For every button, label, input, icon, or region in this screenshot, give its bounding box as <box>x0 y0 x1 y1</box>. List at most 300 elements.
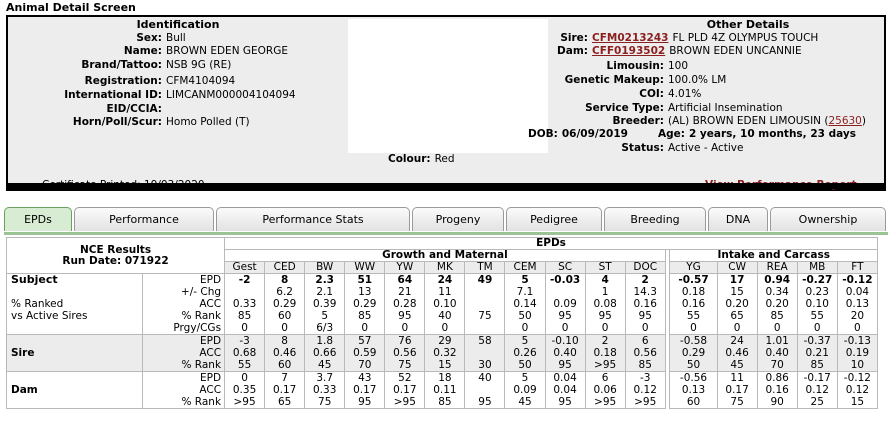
sire-value-cell <box>265 335 305 372</box>
dob-label: DOB: <box>528 128 558 140</box>
genetic-label: Genetic Makeup: <box>564 74 664 86</box>
row-label: +/- Chg <box>180 286 222 298</box>
limousin-label: Limousin: <box>606 60 664 72</box>
tab-pedigree[interactable]: Pedigree <box>506 207 602 231</box>
sire-value: -3 <box>239 335 250 347</box>
subject-left-label <box>11 286 142 298</box>
service-value: Artificial Insemination <box>668 102 783 114</box>
sire-value: 0.19 <box>845 347 870 359</box>
dam-value: 25 <box>810 396 824 408</box>
sire-value-cell <box>717 335 757 372</box>
dam-value <box>465 384 504 396</box>
subject-value-cell <box>425 274 465 335</box>
col-header: TM <box>465 262 505 274</box>
dam-value-cell <box>225 372 265 409</box>
breeder-close: ) <box>861 115 866 127</box>
col-header: BW <box>305 262 345 274</box>
subject-row-labels <box>142 274 225 335</box>
subject-value-cell <box>385 274 425 335</box>
ident-label: International ID: <box>64 89 162 101</box>
dam-value: 0.12 <box>805 384 829 396</box>
coi-value: 4.01% <box>668 88 702 100</box>
ident-row <box>18 45 288 57</box>
tab-epds[interactable]: EPDs <box>4 207 72 231</box>
sire-value: -0.37 <box>803 335 831 347</box>
subject-value: 0.20 <box>725 298 749 310</box>
dam-row <box>508 45 802 57</box>
subject-value: 8 <box>280 274 289 286</box>
sire-value: 95 <box>558 359 572 371</box>
ident-value: BROWN EDEN GEORGE <box>166 45 288 57</box>
subject-value: 4 <box>601 274 609 286</box>
sire-value: 85 <box>810 359 824 371</box>
sire-value: 45 <box>318 359 332 371</box>
subject-value: 0.14 <box>513 298 537 310</box>
subject-value: 75 <box>478 310 492 322</box>
dam-value-cell <box>717 372 757 409</box>
dam-value: 0.17 <box>272 384 297 396</box>
dam-value-cell <box>585 372 625 409</box>
row-label: % Rank <box>181 359 222 371</box>
dam-value: 75 <box>318 396 332 408</box>
dam-value: 5 <box>521 372 529 384</box>
subject-value-cell <box>837 274 877 335</box>
subject-value <box>465 298 504 310</box>
sire-value: 30 <box>478 359 492 371</box>
sire-value: >95 <box>594 359 617 371</box>
dam-value: 0.17 <box>725 384 749 396</box>
subject-value: 0 <box>601 322 609 334</box>
sire-value: 0.68 <box>232 347 257 359</box>
dam-value: 45 <box>518 396 532 408</box>
subject-value: 85 <box>237 310 252 322</box>
subject-value: 1 <box>601 286 609 298</box>
tab-progeny[interactable]: Progeny <box>412 207 504 231</box>
dam-value: 15 <box>850 396 865 408</box>
subject-left-label <box>11 322 142 334</box>
subject-value: 65 <box>730 310 744 322</box>
dam-value: 60 <box>686 396 701 408</box>
status-value: Active - Active <box>668 142 744 154</box>
tab-dna[interactable]: DNA <box>708 207 768 231</box>
row-label: EPD <box>199 274 222 286</box>
sire-value: 75 <box>398 359 412 371</box>
subject-value: 0.18 <box>681 286 706 298</box>
row-label: Prgy/CGs <box>173 322 222 334</box>
dam-value: 40 <box>478 372 492 384</box>
sire-value: 57 <box>358 335 372 347</box>
coi-row <box>508 88 701 100</box>
subject-value: -2 <box>238 274 251 286</box>
subject-value-cell <box>717 274 757 335</box>
sire-value: 0.40 <box>553 347 577 359</box>
subject-value: 0.13 <box>845 298 870 310</box>
dam-value: 18 <box>438 372 452 384</box>
dam-value-cell <box>797 372 837 409</box>
other-details-header: Other Details <box>706 18 790 31</box>
row-label: % Rank <box>181 310 222 322</box>
dam-value: 0.16 <box>765 384 789 396</box>
tab-bar <box>4 207 888 233</box>
subject-value-cell <box>305 274 345 335</box>
ident-value: NSB 9G (RE) <box>166 59 232 71</box>
subject-value: 17 <box>729 274 745 286</box>
breeder-value: (AL) BROWN EDEN LIMOUSIN ( <box>668 115 829 127</box>
identification-header: Identification <box>136 18 220 31</box>
ident-row <box>18 59 231 71</box>
breeder-link[interactable]: 25630 <box>828 115 862 127</box>
subject-value: 95 <box>598 310 612 322</box>
sire-value-cell <box>425 335 465 372</box>
subject-value: 0 <box>733 322 741 334</box>
subject-value: 14.3 <box>633 286 657 298</box>
subject-value: 64 <box>397 274 413 286</box>
sire-value-cell <box>625 335 665 372</box>
sire-link[interactable]: CFM0213243 <box>592 32 669 44</box>
subject-value: 0.16 <box>681 298 706 310</box>
subject-value: 40 <box>438 310 452 322</box>
sire-value: -0.58 <box>679 335 708 347</box>
breeder-row <box>508 115 866 127</box>
dam-value: -0.56 <box>679 372 708 384</box>
dam-value-cell <box>305 372 345 409</box>
subject-value: 55 <box>686 310 701 322</box>
subject-value-cell <box>265 274 305 335</box>
dam-value: 95 <box>358 396 372 408</box>
dam-value-cell <box>425 372 465 409</box>
dam-value-cell <box>670 372 717 409</box>
tab-breeding[interactable]: Breeding <box>604 207 706 231</box>
subject-value: 24 <box>437 274 453 286</box>
subject-value: -0.57 <box>678 274 709 286</box>
dam-value: 0.04 <box>553 372 577 384</box>
sire-value-cell <box>545 335 585 372</box>
subject-value: 5 <box>321 310 329 322</box>
screen-title: Animal Detail Screen <box>6 1 136 14</box>
dam-value: 43 <box>358 372 372 384</box>
dam-value-cell <box>757 372 797 409</box>
dam-value: 0.04 <box>553 384 577 396</box>
service-row <box>508 102 783 114</box>
sire-value-cell <box>465 335 505 372</box>
subject-value: 21 <box>398 286 412 298</box>
detail-footer-bar <box>8 183 884 189</box>
status-label: Status: <box>621 142 664 154</box>
sire-value: 1.01 <box>765 335 789 347</box>
group-growth-maternal: Growth and Maternal <box>225 250 666 262</box>
col-header: CW <box>717 262 757 274</box>
ident-label: Name: <box>123 45 162 57</box>
subject-value: 95 <box>398 310 412 322</box>
subject-value: 0 <box>521 322 529 334</box>
subject-value: 6.2 <box>276 286 293 298</box>
subject-value-cell <box>465 274 505 335</box>
dam-value: 0.35 <box>232 384 257 396</box>
sire-value: 45 <box>730 359 744 371</box>
col-header: REA <box>757 262 797 274</box>
subject-value: 60 <box>277 310 292 322</box>
sire-value: 0.26 <box>513 347 537 359</box>
dam-value: >95 <box>233 396 256 408</box>
sire-value: 60 <box>277 359 292 371</box>
subject-value <box>465 322 504 334</box>
subject-value-cell <box>345 274 385 335</box>
subject-value: 49 <box>477 274 493 286</box>
genetic-value: 100.0% LM <box>668 74 727 86</box>
subject-value: 95 <box>638 310 652 322</box>
col-header: DOC <box>625 262 665 274</box>
subject-value: 0 <box>641 322 649 334</box>
dam-value-cell <box>625 372 665 409</box>
dob-age-row <box>528 128 856 140</box>
nce-title: NCE Results <box>79 243 152 256</box>
sire-value: 0.56 <box>633 347 657 359</box>
ident-label: Brand/Tattoo: <box>81 59 162 71</box>
service-label: Service Type: <box>585 102 664 114</box>
subject-value: 2 <box>641 274 649 286</box>
ident-value: CFM4104094 <box>166 75 236 87</box>
colour-row <box>388 153 455 165</box>
subject-value: 85 <box>358 310 372 322</box>
ident-row <box>18 89 296 101</box>
subject-value-cell <box>505 274 545 335</box>
dam-value: 65 <box>277 396 292 408</box>
tab-underline <box>4 232 888 235</box>
col-header: FT <box>837 262 877 274</box>
dam-link[interactable]: CFF0193502 <box>592 45 666 57</box>
ident-row <box>18 103 166 115</box>
dam-value: >95 <box>634 396 657 408</box>
col-header: WW <box>345 262 385 274</box>
ident-label: Registration: <box>84 75 162 87</box>
subject-value: -0.12 <box>842 274 873 286</box>
sire-value: 0.46 <box>272 347 297 359</box>
col-header: CEM <box>505 262 545 274</box>
sire-value: 24 <box>730 335 744 347</box>
row-label: % Rank <box>181 396 222 408</box>
age-label: Age: <box>657 128 685 140</box>
subject-value: 0 <box>441 322 449 334</box>
sire-value: 1.8 <box>316 335 334 347</box>
sire-value: 6 <box>641 335 649 347</box>
sire-value: 15 <box>438 359 452 371</box>
group-intake-carcass: Intake and Carcass <box>670 250 878 262</box>
dam-value: 11 <box>730 372 744 384</box>
colour-label: Colour: <box>388 153 431 165</box>
epds-title: EPDs <box>225 238 878 250</box>
sire-value: 70 <box>358 359 372 371</box>
sire-value: 10 <box>850 359 865 371</box>
subject-value: 0.33 <box>232 298 257 310</box>
subject-value: 0.29 <box>272 298 297 310</box>
subject-value: 0.39 <box>313 298 337 310</box>
sire-value: 76 <box>398 335 412 347</box>
subject-value <box>546 286 585 298</box>
dam-value: 0.06 <box>593 384 617 396</box>
age-value: 2 years, 10 months, 23 days <box>688 128 856 140</box>
sire-value: 0.21 <box>805 347 829 359</box>
subject-value: 0.20 <box>765 298 789 310</box>
animal-detail-panel <box>6 15 886 191</box>
subject-value: 0 <box>561 322 569 334</box>
sire-value: 50 <box>686 359 701 371</box>
dam-value: 90 <box>770 396 784 408</box>
dam-value: -0.12 <box>843 372 871 384</box>
sire-value: 70 <box>770 359 784 371</box>
sire-row-labels <box>142 335 225 372</box>
epd-grid <box>6 237 890 409</box>
subject-left-label: Subject <box>11 273 58 286</box>
sire-value: 50 <box>518 359 532 371</box>
dam-value: >95 <box>393 396 416 408</box>
ident-row <box>18 32 186 44</box>
subject-value: 95 <box>558 310 572 322</box>
dam-value: 0.17 <box>353 384 377 396</box>
subject-value: 0.16 <box>633 298 657 310</box>
dob-value: 06/09/2019 <box>561 128 628 140</box>
subject-value: 20 <box>850 310 865 322</box>
subject-value: 6/3 <box>316 322 334 334</box>
subject-value: 0 <box>773 322 781 334</box>
sire-value: 0.40 <box>765 347 789 359</box>
sire-value: 85 <box>638 359 652 371</box>
sire-value: 0.18 <box>593 347 617 359</box>
subject-value: 11 <box>438 286 452 298</box>
row-label: ACC <box>199 347 222 359</box>
subject-value: 0.04 <box>845 286 870 298</box>
subject-value: 5 <box>521 274 529 286</box>
sire-value: 0.32 <box>433 347 457 359</box>
ident-value: LIMCANM000004104094 <box>166 89 296 101</box>
col-header: SC <box>545 262 585 274</box>
coi-label: COI: <box>639 88 664 100</box>
subject-value: 0.10 <box>805 298 829 310</box>
dam-value: 3.7 <box>316 372 334 384</box>
subject-value-cell <box>670 274 717 335</box>
subject-value: 0 <box>241 322 248 334</box>
col-header: CED <box>265 262 305 274</box>
dam-value: 6 <box>601 372 609 384</box>
sire-value: 5 <box>521 335 529 347</box>
dam-value: >95 <box>594 396 617 408</box>
sire-value-cell <box>837 335 877 372</box>
subject-value: 0.09 <box>553 298 577 310</box>
epd-table <box>6 237 878 409</box>
sire-value: 55 <box>237 359 252 371</box>
ident-value: Homo Polled (T) <box>166 116 250 128</box>
sire-value-cell <box>385 335 425 372</box>
subject-value-cell <box>757 274 797 335</box>
sire-name: FL PLD 4Z OLYMPUS TOUCH <box>672 32 819 44</box>
dam-value: 75 <box>730 396 744 408</box>
dam-value: 0.86 <box>765 372 789 384</box>
subject-value: 2.3 <box>315 274 334 286</box>
limousin-row <box>508 60 688 72</box>
dam-value: 0.33 <box>313 384 337 396</box>
sire-value: 0.59 <box>353 347 377 359</box>
nce-results-heading <box>7 238 225 274</box>
subject-value: 51 <box>357 274 373 286</box>
subject-value: 85 <box>770 310 784 322</box>
sire-value: 0.66 <box>313 347 337 359</box>
subject-value <box>465 286 504 298</box>
ident-label: Sex: <box>136 32 162 44</box>
subject-value: 0.10 <box>433 298 457 310</box>
subject-value: 0.94 <box>764 274 791 286</box>
row-label: EPD <box>199 372 222 384</box>
sire-value: 0.29 <box>681 347 706 359</box>
subject-value: -0.27 <box>802 274 833 286</box>
ident-row <box>18 116 250 128</box>
col-header: MK <box>425 262 465 274</box>
sire-value-cell <box>225 335 265 372</box>
sire-value: 0.46 <box>725 347 749 359</box>
subject-value-cell <box>625 274 665 335</box>
tab-ownership[interactable]: Ownership <box>770 207 886 231</box>
subject-value: 2.1 <box>316 286 334 298</box>
dam-value: 0.12 <box>633 384 657 396</box>
subject-value: 0 <box>401 322 409 334</box>
dam-value: 7 <box>281 372 288 384</box>
subject-value: 0 <box>854 322 861 334</box>
subject-value: 0 <box>361 322 369 334</box>
dam-value: 0.17 <box>393 384 417 396</box>
sire-value-cell <box>585 335 625 372</box>
row-label: EPD <box>199 335 222 347</box>
subject-value: 0.29 <box>353 298 377 310</box>
tab-performance[interactable]: Performance <box>74 207 214 231</box>
tab-performance-stats[interactable]: Performance Stats <box>216 207 410 231</box>
ident-value <box>162 103 166 115</box>
subject-value-cell <box>797 274 837 335</box>
status-row <box>508 142 743 154</box>
dam-value: 52 <box>398 372 412 384</box>
ident-row <box>18 75 235 87</box>
subject-value: 7.1 <box>516 286 534 298</box>
dam-name: Dam <box>7 372 143 409</box>
sire-value-cell <box>305 335 345 372</box>
dam-value-cell <box>505 372 545 409</box>
subject-value-cell <box>585 274 625 335</box>
col-header: ST <box>585 262 625 274</box>
col-header: YG <box>670 262 717 274</box>
sire-value: 2 <box>601 335 609 347</box>
dam-value-cell <box>465 372 505 409</box>
dam-value: -0.17 <box>803 372 831 384</box>
colour-value: Red <box>434 153 455 165</box>
dam-value-cell <box>385 372 425 409</box>
subject-value <box>225 286 264 298</box>
dam-value: 0.13 <box>681 384 706 396</box>
col-header: YW <box>385 262 425 274</box>
subject-value: 0 <box>813 322 821 334</box>
sire-value-cell <box>505 335 545 372</box>
dam-value-cell <box>545 372 585 409</box>
dam-value: 95 <box>478 396 492 408</box>
limousin-value: 100 <box>668 60 689 72</box>
sire-value <box>465 347 504 359</box>
subject-value: 55 <box>810 310 824 322</box>
breeder-label: Breeder: <box>612 115 664 127</box>
dam-name: BROWN EDEN UNCANNIE <box>669 45 802 57</box>
ident-label: Horn/Poll/Scur: <box>72 116 162 128</box>
dam-value: -3 <box>639 372 651 384</box>
sire-value-cell <box>757 335 797 372</box>
sire-value: 29 <box>438 335 452 347</box>
subject-value: 0 <box>690 322 697 334</box>
subject-value: 0.34 <box>765 286 789 298</box>
subject-value: 0.28 <box>393 298 417 310</box>
